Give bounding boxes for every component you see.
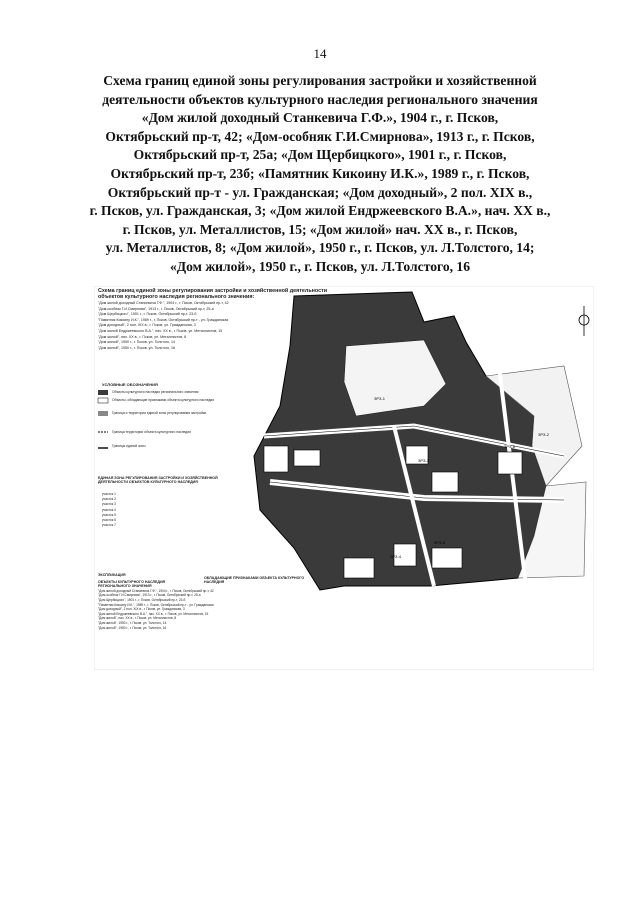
title-line: Схема границ единой зоны регулирования застройки и хозяйственной <box>103 73 537 88</box>
explication-item: "Дом жилой Ендржеевского В.А.", нач. XX в., г. Псков, ул. Металлистов, 15 <box>98 611 209 616</box>
explication-item: "Дом жилой", 1950 г., г. Псков, ул. Толстого, 14 <box>98 620 167 625</box>
zone-label: ЗРЗ-1 <box>374 396 385 401</box>
title-line: г. Псков, ул. Гражданская, 3; «Дом жилой Ендржеевского В.А.», нач. XX в., <box>89 203 551 219</box>
zone-item: участок 5 <box>102 512 116 517</box>
zone-item: участок 7 <box>102 523 116 528</box>
building <box>432 472 458 492</box>
explication-item: "Дом жилой", 1950 г., г. Псков, ул. Толстого, 16 <box>98 625 167 630</box>
explication-heading: ОБЛАДАЮЩИЕ ПРИЗНАКАМИ ОБЪЕКТА КУЛЬТУРНОГО НАСЛЕДИЯ <box>204 576 305 585</box>
legend-object-list <box>98 301 238 351</box>
legend-object: "Дом жилой", нач. XX в., г. Псков, ул. Металлистов, 8 <box>98 334 187 339</box>
title-line: «Дом жилой доходный Станкевича Г.Ф.», 1904 г., г. Псков, <box>141 110 499 126</box>
zone-list <box>102 492 162 528</box>
north-arrow-icon <box>579 306 589 336</box>
explication-item: "Дом-особняк Г.И.Смирнова", 1913 г., г. Псков, Октябрьский пр-т, 25-а <box>98 593 201 598</box>
legend-title: Схема границ единой зоны регулирования застройки и хозяйственной деятельности объектов культурного наследия регионального значения: <box>98 288 328 300</box>
convention-item: Граница и территория единой зоны регулирования застройки <box>112 411 207 416</box>
building <box>344 558 374 578</box>
zone-item: участок 4 <box>102 507 116 512</box>
legend-object: "Дом жилой", 1950 г., г. Псков, ул. Толстого, 16 <box>98 345 176 350</box>
title-line: г. Псков, ул. Металлистов, 15; «Дом жилой» нач. XX в., г. Псков, <box>122 221 518 237</box>
title-line: Октябрьский пр-т, 25а; «Дом Щербицкого», 1901 г., г. Псков, <box>133 147 507 163</box>
explication-item: "Дом жилой", нач. XX в., г. Псков, ул. Металлистов, 8 <box>98 616 177 621</box>
conventions-list <box>98 390 262 448</box>
convention-item: Объекты, обладающие признаками объекта культурного наследия <box>112 398 215 403</box>
convention-item: Граница территории объекта культурного наследия <box>112 429 191 434</box>
zone-item: участок 1 <box>102 492 116 496</box>
legend-object: "Дом жилой доходный Станкевича Г.Ф.", 1904 г., г. Псков, Октябрьский пр-т, 42 <box>98 301 229 305</box>
convention-item: Объекты культурного наследия регионального значения <box>112 390 199 394</box>
legend-object: "Дом Щербицкого", 1901 г., г. Псков, Октябрьский пр-т, 23-б <box>98 312 197 317</box>
explication-column <box>204 576 314 585</box>
explication-item: "Дом доходный", 2 пол. XIX в., г. Псков, ул. Гражданская, 3 <box>98 607 185 612</box>
title-line: «Дом жилой», 1950 г., г. Псков, ул. Л.Толстого, 16 <box>169 258 471 274</box>
explication-item: "Дом Щербицкого", 1901 г., г. Псков, Октябрьский пр-т, 23-б <box>98 598 186 602</box>
building <box>432 548 462 568</box>
zone-label: ЗРЗ-6 <box>504 444 515 449</box>
legend-object: "Дом-особняк Г.И.Смирнова", 1913 г., г. Псков, Октябрьский пр-т, 25-а <box>98 306 214 311</box>
title-line: Октябрьский пр-т, 23б; «Памятник Кикоину И.К.», 1989 г., г. Псков, <box>110 165 530 181</box>
building <box>498 452 522 474</box>
legend-object: "Дом жилой", 1950 г., г. Псков, ул. Толстого, 14 <box>98 340 176 345</box>
legend-object: "Дом жилой Ендржеевского В.А.", нач. XX в., г. Псков, ул. Металлистов, 15 <box>98 328 223 333</box>
legend-object: "Дом доходный", 2 пол. XIX в., г. Псков, ул. Гражданская, 3 <box>98 323 196 328</box>
explication-item: "Дом жилой доходный Станкевича Г.Ф.", 1904 г., г. Псков, Октябрьский пр-т, 42 <box>98 588 214 593</box>
conventions-title: УСЛОВНЫЕ ОБОЗНАЧЕНИЯ <box>102 382 158 387</box>
zone-item: участок 6 <box>102 518 116 523</box>
zone-label: ЗРЗ-5 <box>434 540 445 545</box>
zone-item: участок 3 <box>102 502 116 507</box>
zone-label: ЗРЗ-4 <box>390 554 401 559</box>
building <box>294 450 320 466</box>
zone-map <box>94 286 594 670</box>
title-line: деятельности объектов культурного наследия регионального значения <box>102 91 538 107</box>
zone-section-title: ЕДИНАЯ ЗОНА РЕГУЛИРОВАНИЯ ЗАСТРОЙКИ И ХОЗЯЙСТВЕННОЙ ДЕЯТЕЛЬНОСТИ ОБЪЕКТОВ КУЛЬТУРНОГО НАСЛЕДИЯ <box>98 476 218 485</box>
explication-column <box>98 580 214 630</box>
zone-item: участок 2 <box>102 497 116 502</box>
zone-label: ЗРЗ-3 <box>418 458 429 463</box>
explication-item: "Памятник Кикоину И.К.", 1989 г., г. Псков, Октябрьский пр-т - ул. Гражданская <box>98 602 214 607</box>
page-number: 14 <box>313 46 327 61</box>
title-line: Октябрьский пр-т, 42; «Дом-особняк Г.И.Смирнова», 1913 г., г. Псков, <box>105 128 535 144</box>
building <box>264 446 288 472</box>
convention-item: Границы единой зоны <box>112 443 146 448</box>
explication-heading: ОБЪЕКТЫ КУЛЬТУРНОГО НАСЛЕДИЯ РЕГИОНАЛЬНОГО ЗНАЧЕНИЯ <box>98 580 166 589</box>
title-line: Октябрьский пр-т - ул. Гражданская; «Дом доходный», 2 пол. XIX в., <box>107 184 533 200</box>
zone-label: ЗРЗ-2 <box>538 432 549 437</box>
explication-title: ЭКСПЛИКАЦИЯ <box>98 573 126 577</box>
document-title <box>70 72 570 277</box>
legend-object: "Памятник Кикоину И.К.", 1989 г., г. Псков, Октябрьский пр-т - ул. Гражданская <box>98 317 229 322</box>
title-line: ул. Металлистов, 8; «Дом жилой», 1950 г., г. Псков, ул. Л.Толстого, 14; <box>105 240 535 256</box>
